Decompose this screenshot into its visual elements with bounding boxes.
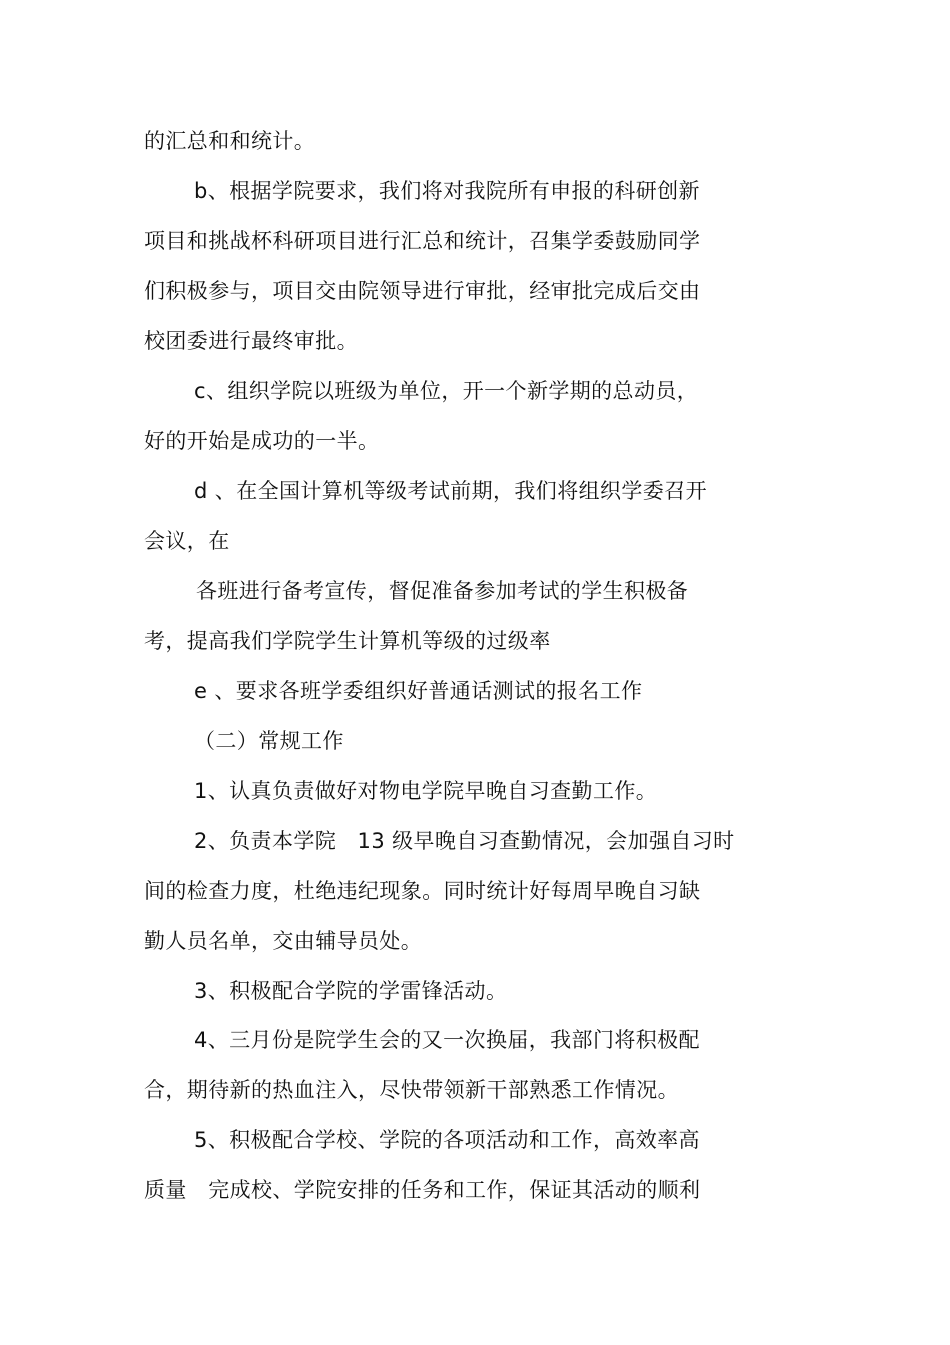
text-line-1: 的汇总和和统计。 — [144, 129, 316, 153]
section-heading: （二）常规工作 — [194, 729, 344, 753]
text-line-6: c、组织学院以班级为单位，开一个新学期的总动员， — [194, 379, 699, 403]
text-line-21: 5、积极配合学校、学院的各项活动和工作，高效率高 — [194, 1128, 700, 1152]
text-line-2: b、根据学院要求，我们将对我院所有申报的科研创新 — [194, 179, 700, 203]
text-line-4: 们积极参与，项目交由院领导进行审批，经审批完成后交由 — [144, 279, 701, 303]
text-line-17: 勤人员名单，交由辅导员处。 — [144, 929, 423, 953]
text-line-15: 2、负责本学院 13 级早晚自习查勤情况，会加强自习时 — [194, 829, 735, 853]
text-line-7: 好的开始是成功的一半。 — [144, 429, 380, 453]
text-line-9: 会议，在 — [144, 529, 230, 553]
text-line-22: 质量 完成校、学院安排的任务和工作，保证其活动的顺利 — [144, 1178, 701, 1202]
text-line-11: 考，提高我们学院学生计算机等级的过级率 — [144, 629, 551, 653]
text-line-3: 项目和挑战杯科研项目进行汇总和统计，召集学委鼓励同学 — [144, 229, 701, 253]
text-line-14: 1、认真负责做好对物电学院早晚自习查勤工作。 — [194, 779, 658, 803]
text-line-10: 各班进行备考宣传，督促准备参加考试的学生积极备 — [196, 579, 689, 603]
text-line-20: 合，期待新的热血注入，尽快带领新干部熟悉工作情况。 — [144, 1078, 679, 1102]
text-line-12: e 、要求各班学委组织好普通话测试的报名工作 — [194, 679, 643, 703]
text-line-18: 3、积极配合学院的学雷锋活动。 — [194, 979, 508, 1003]
text-line-16: 间的检查力度，杜绝违纪现象。同时统计好每周早晚自习缺 — [144, 879, 701, 903]
text-line-5: 校团委进行最终审批。 — [144, 329, 358, 353]
text-line-19: 4、三月份是院学生会的又一次换届，我部门将积极配 — [194, 1028, 700, 1052]
text-line-8: d 、在全国计算机等级考试前期，我们将组织学委召开 — [194, 479, 708, 503]
